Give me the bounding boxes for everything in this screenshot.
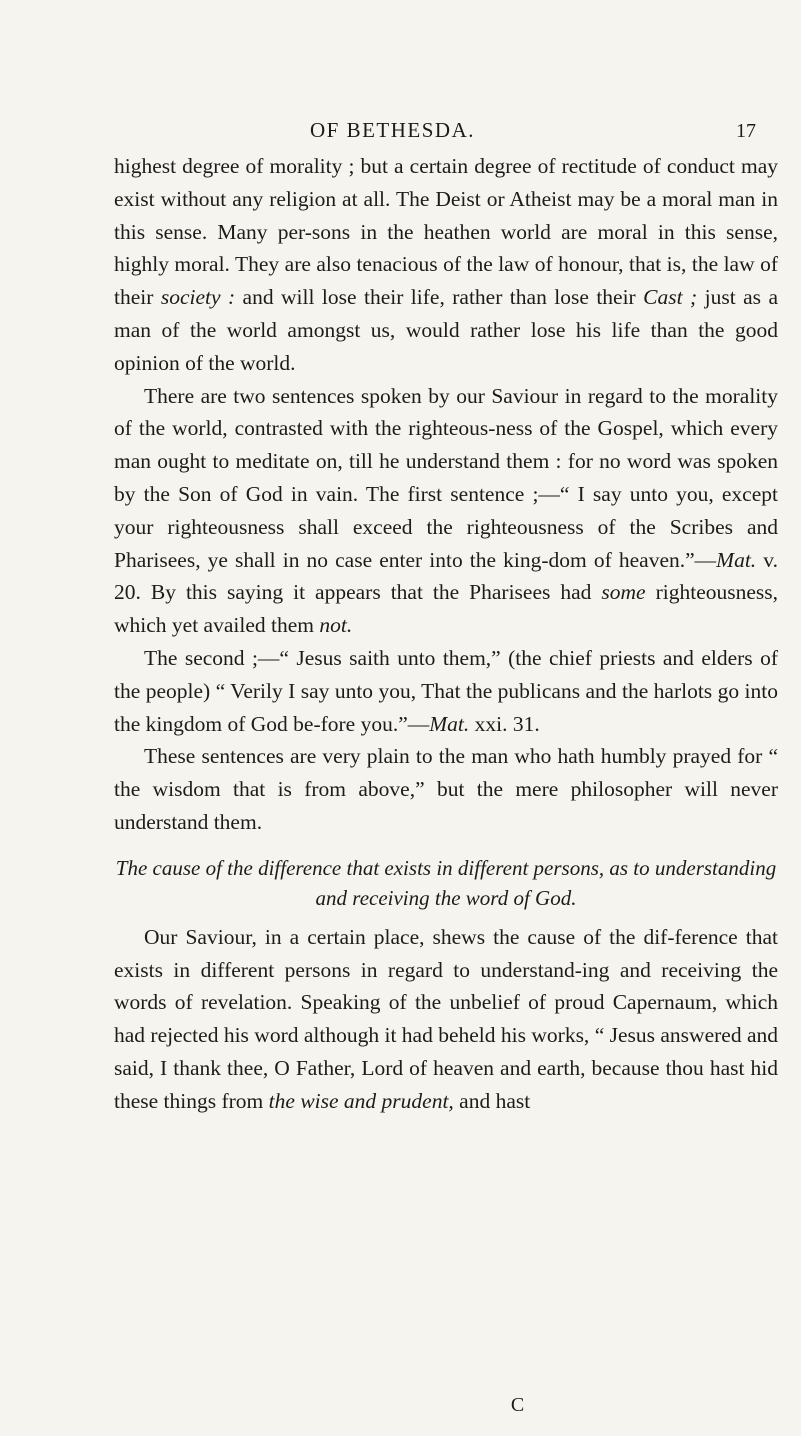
- italic-text: Mat.: [716, 547, 757, 572]
- italic-text: not.: [319, 613, 353, 638]
- running-title: OF BETHESDA.: [310, 118, 476, 142]
- text-run: There are two sentences spoken by our Saviour in regard to the morality of the world, contrasted with the righteous-ness of the Gospel, which every man ought to meditate on, till he understand them : for no word was spoken by the Son of God in vain. The first sentence ;—“ I say unto you, except your righteousness shall exceed the righteousness of the Scribes and Pharisees, ye shall in no case enter into the king-dom of heaven.”—: [114, 383, 778, 572]
- italic-text: some: [601, 580, 646, 605]
- signature-mark: [0, 1394, 801, 1417]
- signature-letter: C: [510, 1394, 525, 1416]
- paragraph: [114, 380, 778, 642]
- text-run: and will lose their life, rather than lose their: [235, 285, 644, 310]
- running-head: [0, 118, 801, 148]
- body-text: [114, 150, 778, 1118]
- italic-text: the wise and prudent,: [268, 1088, 454, 1113]
- text-run: Our Saviour, in a certain place, shews the cause of the dif-ference that exists in different persons in regard to understand-ing and receiving the words of revelation. Speaking of the unbelief of proud Capernaum, which had rejected his word although it had beheld his works, “ Jesus answered and said, I thank thee, O Father, Lord of heaven and earth, because thou hast hid these things from: [114, 924, 778, 1113]
- text-run: xxi. 31.: [469, 711, 540, 736]
- italic-text: Cast ;: [643, 285, 698, 310]
- text-run: v. 20. By this saying it appears that the Pharisees had: [114, 547, 778, 605]
- paragraph: [114, 740, 778, 838]
- text-run: just as a man of the world amongst us, would rather lose his life than the good opinion of the world.: [114, 285, 778, 375]
- text-run: These sentences are very plain to the man who hath humbly prayed for “ the wisdom that is from above,” but the mere philosopher will never understand them.: [114, 744, 778, 834]
- text-run: and hast: [453, 1088, 531, 1113]
- paragraph: [114, 921, 778, 1118]
- text-run: righteousness, which yet availed them: [114, 580, 779, 638]
- italic-text: Mat.: [429, 711, 470, 736]
- text-run: The second ;—“ Jesus saith unto them,” (the chief priests and elders of the people) “ Verily I say unto you, That the publicans and the harlots go into the kingdom of God be-fore you.”—: [114, 645, 778, 736]
- section-heading: The cause of the difference that exists in different persons, as to understanding and receiving the word of God.: [115, 855, 777, 910]
- italic-text: society :: [160, 285, 236, 310]
- paragraph: [114, 150, 778, 380]
- paragraph: [114, 642, 778, 740]
- page-number: 17: [736, 120, 756, 142]
- text-run: highest degree of morality ; but a certain degree of rectitude of conduct may exist without any religion at all. The Deist or Atheist may be a moral man in this sense. Many per-sons in the heathen world are moral in this sense, highly moral. They are also tenacious of the law of honour, that is, the law of their: [114, 154, 778, 310]
